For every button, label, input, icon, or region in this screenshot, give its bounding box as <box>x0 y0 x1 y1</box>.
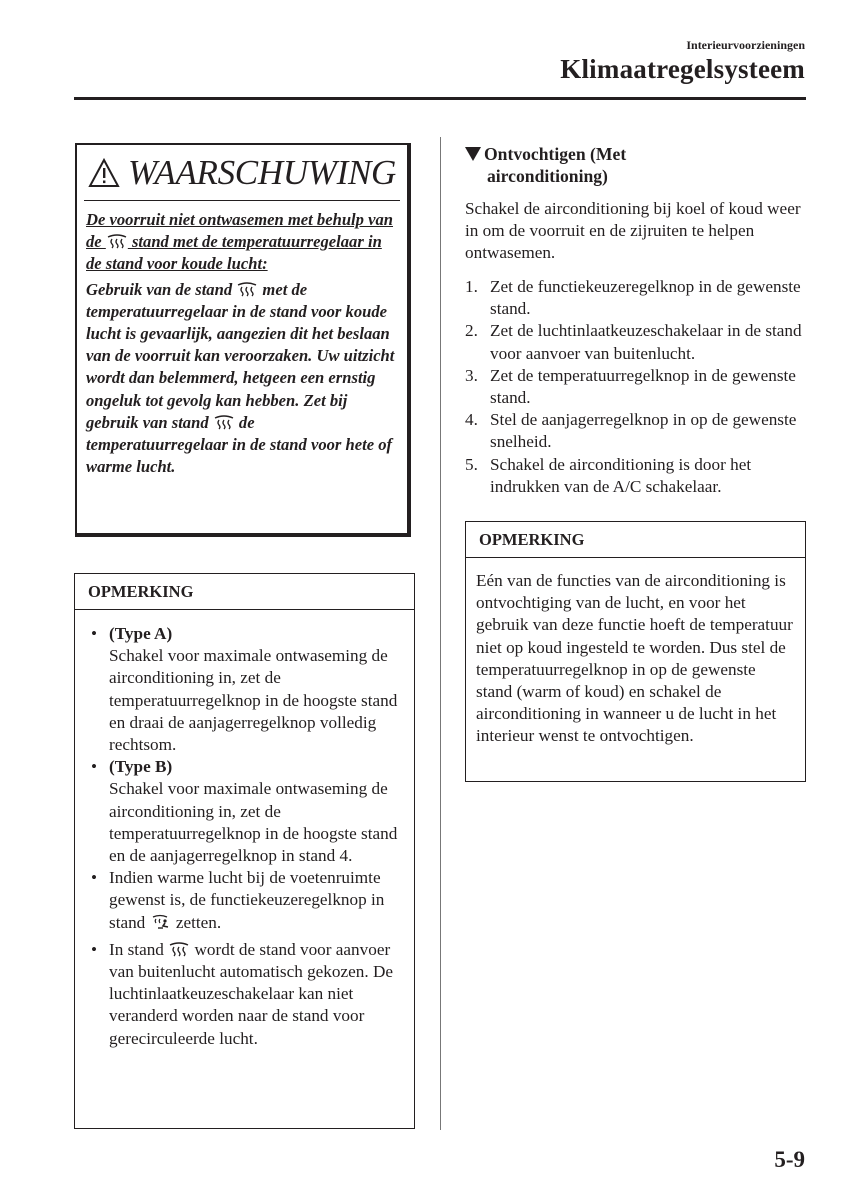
list-item: • (Type A) Schakel voor maximale ontwaseming de airconditioning in, zet de temperatuurregelknop in de hoogste stand en draai de aanjagerregelknop volledig rechtsom. <box>91 624 398 755</box>
header-section-label: Interieurvoorzieningen <box>686 38 805 52</box>
step-item <box>465 320 805 364</box>
step-text: Stel de aanjagerregelknop in op de gewenste snelheid. <box>490 410 797 452</box>
section-heading: Ontvochtigen (Met airconditioning) <box>465 143 805 187</box>
list-item: • (Type B) Schakel voor maximale ontwaseming de airconditioning in, zet de temperatuurregelknop in de hoogste stand en de aanjagerregelknop in stand 4. <box>91 757 398 866</box>
step-item <box>465 409 805 453</box>
list-item: • In stand wordt de stand voor aanvoer van buitenlucht automatisch gekozen. De luchtinlaatkeuzeschakelaar kan niet veranderd worden naar de stand voor gerecirculeerde lucht. <box>91 939 393 1048</box>
note-box-left <box>74 573 415 1129</box>
warning-text: Gebruik van de stand met de temperatuurregelaar in de stand voor koude lucht is gevaarlijk, aangezien dit het beslaan van de voorruit kan veroorzaken. Uw uitzicht wordt dan belemmerd, hetgeen een ernstig ongeluk tot gevolg kan hebben. Zet bij gebruik van stand de temperatuurregelaar in de stand voor hete of warme lucht. <box>86 279 395 477</box>
warning-heading: De voorruit niet ontwasemen met behulp van de stand met de temperatuurregelaar in de stand voor koude lucht: <box>86 210 394 274</box>
warning-triangle-icon <box>88 158 120 188</box>
step-text: Zet de luchtinlaatkeuzeschakelaar in de stand voor aanvoer van buitenlucht. <box>490 321 802 363</box>
floor-windshield-icon <box>150 914 172 930</box>
steps-list <box>465 276 805 498</box>
step-item <box>465 365 805 409</box>
step-text: Zet de temperatuurregelknop in de gewenste stand. <box>490 365 796 408</box>
warning-box <box>75 143 411 537</box>
step-item <box>465 276 805 320</box>
page-title: Klimaatregelsysteem <box>560 54 805 84</box>
step-text: Schakel de airconditioning is door het indrukken van de A/C schakelaar. <box>490 454 752 496</box>
windshield-defroster-icon <box>106 233 128 249</box>
step-number: 1. <box>465 277 478 296</box>
note-text: Eén van de functies van de airconditioning is ontvochtiging van de lucht, en voor het gebruik van deze functie hoeft de temperatuur niet op koud ingesteld te worden. Dus stel de temperatuurregelknop in op de gewenste stand (warm of koud) en schakel de airconditioning in wanneer u de lucht in het interieur wenst te ontvochtigen. <box>476 571 793 746</box>
note-box-right <box>465 521 806 782</box>
note-heading: OPMERKING <box>466 522 805 558</box>
windshield-defroster-icon <box>236 281 258 297</box>
step-number: 3. <box>465 365 478 385</box>
list-item: • Indien warme lucht bij de voetenruimte gewenst is, de functiekeuzeregelknop in stand zetten. <box>91 868 385 932</box>
warning-title-text: WAARSCHUWING <box>127 152 397 192</box>
column-divider <box>440 137 441 1130</box>
step-number: 4. <box>465 410 478 430</box>
section-triangle-icon <box>465 147 481 161</box>
section-intro: Schakel de airconditioning bij koel of koud weer in om de voorruit en de zijruiten te helpen ontwasemen. <box>465 199 801 263</box>
step-text: Zet de functiekeuzeregelknop in de gewenste stand. <box>490 277 801 319</box>
step-number: 5. <box>465 454 478 474</box>
warning-title <box>84 145 400 201</box>
note-heading: OPMERKING <box>75 574 414 610</box>
windshield-defroster-icon <box>168 941 190 957</box>
step-item <box>465 454 805 498</box>
step-number: 2. <box>465 321 478 341</box>
windshield-defroster-icon <box>213 414 235 430</box>
note-list <box>75 610 414 1050</box>
page-number: 5-9 <box>774 1147 805 1172</box>
header-rule <box>74 97 806 100</box>
